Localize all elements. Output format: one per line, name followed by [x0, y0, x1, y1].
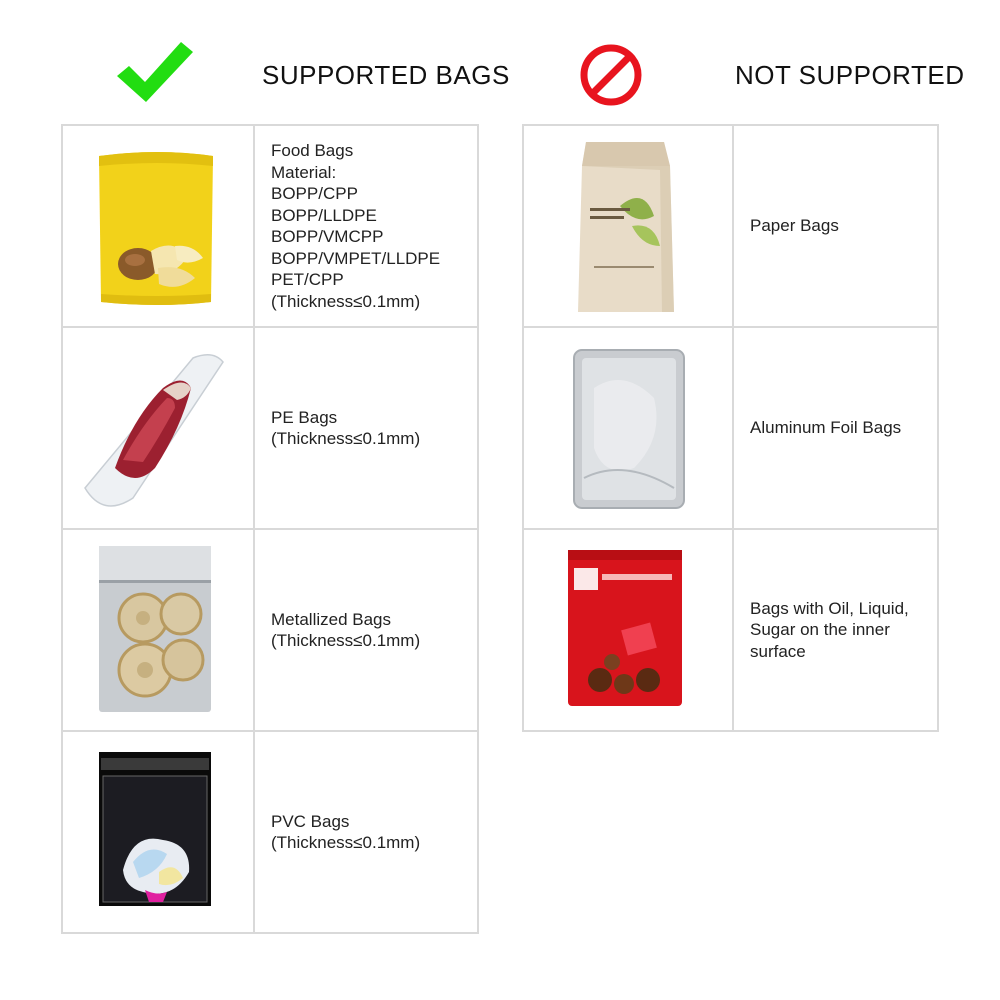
text-line: BOPP/LLDPE	[271, 205, 377, 225]
text-line: Sugar on the inner	[750, 620, 890, 640]
supported-heading: SUPPORTED BAGS	[262, 60, 510, 90]
text-line: BOPP/VMPET/LLDPE	[271, 248, 441, 268]
pvc-bag-image-cell	[62, 731, 254, 933]
text-line: Paper Bags	[750, 216, 839, 236]
text-line: PE Bags	[271, 407, 338, 427]
prohibited-icon	[578, 42, 644, 108]
text-line: (Thickness≤0.1mm)	[271, 429, 421, 448]
text-line: Aluminum Foil Bags	[750, 418, 902, 438]
aluminum-bag-image-cell	[523, 327, 733, 529]
paper-bags-description	[733, 125, 938, 327]
text-line: surface	[750, 641, 806, 661]
text-line: BOPP/VMCPP	[271, 227, 384, 246]
foil-bag-dried-lemon-image	[63, 530, 253, 730]
text-line: PET/CPP	[271, 270, 344, 289]
table-row	[62, 327, 478, 529]
metallized-bags-description	[254, 529, 478, 731]
text-line: BOPP/CPP	[271, 184, 358, 203]
supported-table	[61, 124, 479, 934]
food-bags-description	[254, 125, 478, 327]
pe-bags-description	[254, 327, 478, 529]
text-line: (Thickness≤0.1mm)	[271, 631, 421, 650]
text-line: (Thickness≤0.1mm)	[271, 291, 421, 311]
kraft-paper-bag-image	[524, 126, 732, 326]
table-row	[523, 125, 938, 327]
oily-bags-description	[733, 529, 938, 731]
text-line: (Thickness≤0.1mm)	[271, 833, 421, 852]
oily-bag-image-cell	[523, 529, 733, 731]
text-line: Bags with Oil, Liquid,	[750, 598, 909, 618]
vacuum-sealed-meat-image	[63, 328, 253, 528]
table-row	[62, 529, 478, 731]
not-supported-heading: NOT SUPPORTED	[735, 60, 965, 90]
text-line: PVC Bags	[271, 811, 350, 831]
aluminum-foil-bags-description	[733, 327, 938, 529]
table-row	[523, 327, 938, 529]
food-bag-image-cell	[62, 125, 254, 327]
clear-bag-petals-image	[63, 732, 253, 932]
text-line: Material:	[271, 162, 337, 182]
not-supported-table	[522, 124, 939, 732]
red-candy-bag-image	[524, 530, 732, 730]
paper-bag-image-cell	[523, 125, 733, 327]
pe-bag-image-cell	[62, 327, 254, 529]
text-line: Metallized Bags	[271, 609, 392, 629]
pvc-bags-description	[254, 731, 478, 933]
table-row	[523, 529, 938, 731]
silver-foil-pouch-image	[524, 328, 732, 528]
checkmark-icon	[115, 38, 195, 106]
text-line: Food Bags	[271, 141, 354, 160]
metallized-bag-image-cell	[62, 529, 254, 731]
table-row	[62, 125, 478, 327]
yellow-chip-bag-image	[63, 126, 253, 326]
table-row	[62, 731, 478, 933]
